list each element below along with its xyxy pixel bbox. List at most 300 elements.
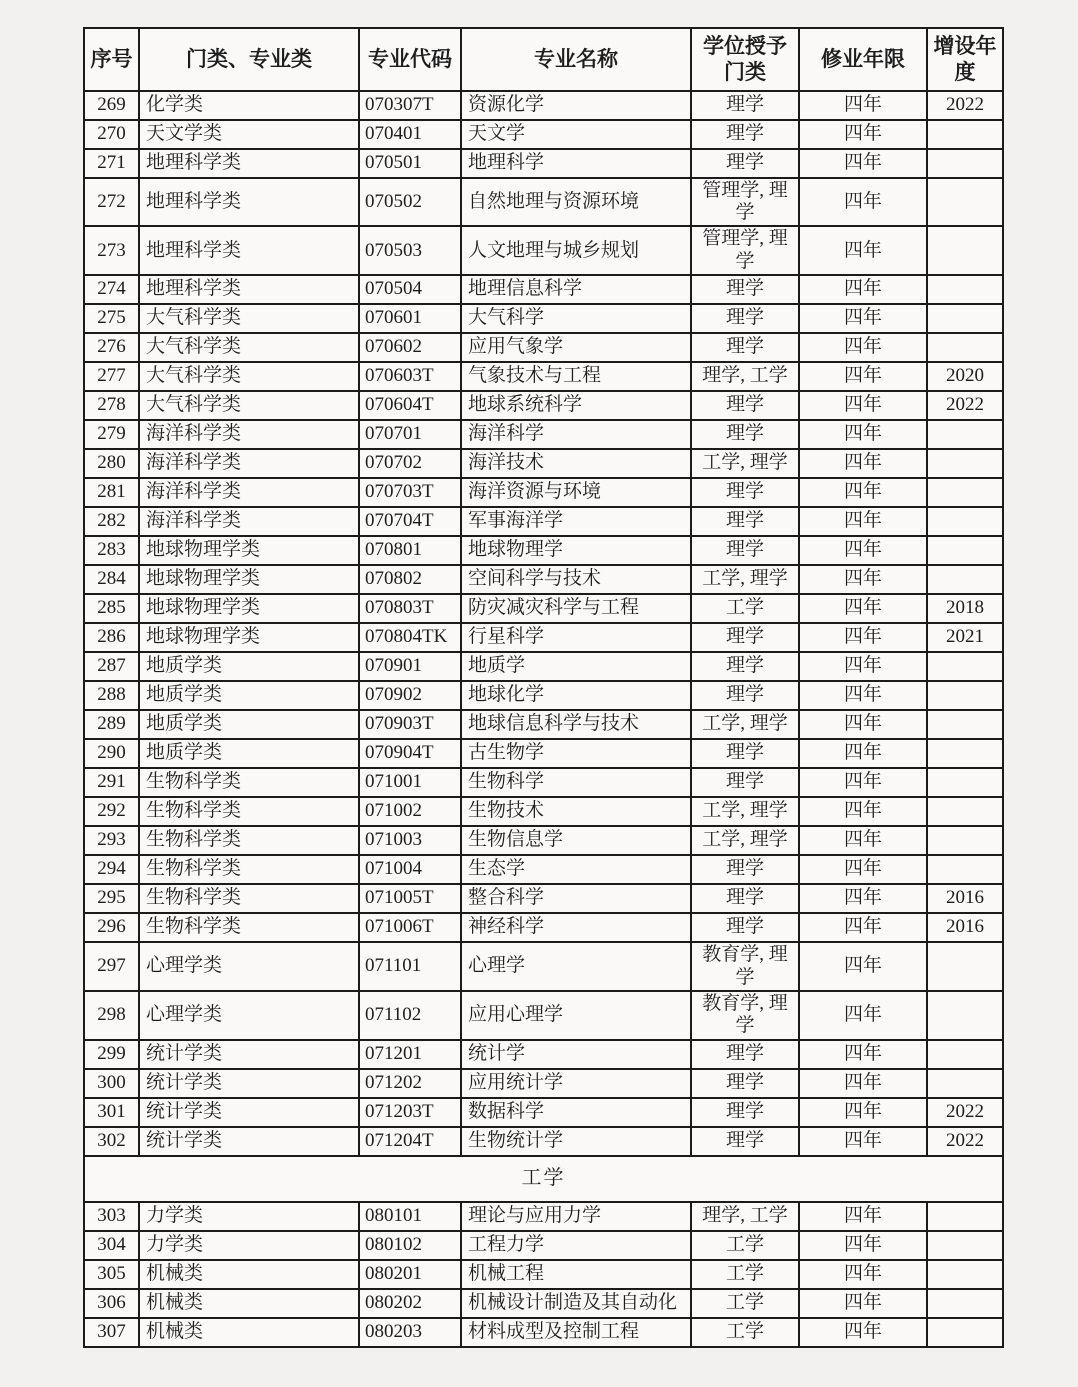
cell-degree: 工学 xyxy=(691,1318,799,1347)
header-years: 修业年限 xyxy=(799,28,927,91)
cell-years: 四年 xyxy=(799,565,927,594)
cell-years: 四年 xyxy=(799,391,927,420)
cell-name: 统计学 xyxy=(461,1040,691,1069)
cell-degree: 理学 xyxy=(691,333,799,362)
cell-code: 070502 xyxy=(359,178,461,227)
header-degree: 学位授予门类 xyxy=(691,28,799,91)
table-row xyxy=(84,1098,1003,1127)
cell-name: 神经科学 xyxy=(461,913,691,942)
cell-degree: 工学, 理学 xyxy=(691,565,799,594)
cell-degree: 工学, 理学 xyxy=(691,710,799,739)
cell-years: 四年 xyxy=(799,991,927,1040)
cell-added xyxy=(927,226,1003,275)
cell-added xyxy=(927,149,1003,178)
cell-no: 298 xyxy=(84,991,139,1040)
cell-years: 四年 xyxy=(799,1069,927,1098)
cell-degree: 工学 xyxy=(691,1260,799,1289)
cell-code: 070603T xyxy=(359,362,461,391)
table-row xyxy=(84,149,1003,178)
cell-degree: 理学 xyxy=(691,478,799,507)
cell-category: 大气科学类 xyxy=(139,333,359,362)
cell-added: 2022 xyxy=(927,1098,1003,1127)
cell-no: 276 xyxy=(84,333,139,362)
cell-years: 四年 xyxy=(799,275,927,304)
cell-degree: 理学 xyxy=(691,681,799,710)
cell-years: 四年 xyxy=(799,1098,927,1127)
cell-no: 270 xyxy=(84,120,139,149)
cell-no: 302 xyxy=(84,1127,139,1156)
cell-added: 2022 xyxy=(927,1127,1003,1156)
cell-degree: 理学 xyxy=(691,739,799,768)
cell-degree: 理学 xyxy=(691,507,799,536)
cell-category: 海洋科学类 xyxy=(139,507,359,536)
cell-name: 机械工程 xyxy=(461,1260,691,1289)
cell-degree: 理学 xyxy=(691,884,799,913)
cell-years: 四年 xyxy=(799,1202,927,1231)
section-row xyxy=(84,1156,1003,1202)
cell-added xyxy=(927,1069,1003,1098)
cell-added xyxy=(927,565,1003,594)
cell-name: 生物技术 xyxy=(461,797,691,826)
cell-years: 四年 xyxy=(799,913,927,942)
table-body xyxy=(84,91,1003,1347)
cell-added xyxy=(927,991,1003,1040)
cell-added xyxy=(927,1202,1003,1231)
cell-name: 地球信息科学与技术 xyxy=(461,710,691,739)
table-row xyxy=(84,1318,1003,1347)
cell-no: 307 xyxy=(84,1318,139,1347)
cell-category: 机械类 xyxy=(139,1318,359,1347)
table-row xyxy=(84,536,1003,565)
cell-code: 070401 xyxy=(359,120,461,149)
cell-code: 070701 xyxy=(359,420,461,449)
cell-code: 070504 xyxy=(359,275,461,304)
cell-no: 279 xyxy=(84,420,139,449)
table-row xyxy=(84,1289,1003,1318)
cell-added: 2020 xyxy=(927,362,1003,391)
cell-no: 294 xyxy=(84,855,139,884)
cell-name: 天文学 xyxy=(461,120,691,149)
cell-degree: 理学 xyxy=(691,420,799,449)
cell-added xyxy=(927,739,1003,768)
cell-no: 303 xyxy=(84,1202,139,1231)
cell-name: 海洋资源与环境 xyxy=(461,478,691,507)
cell-no: 284 xyxy=(84,565,139,594)
cell-years: 四年 xyxy=(799,91,927,120)
cell-category: 大气科学类 xyxy=(139,362,359,391)
cell-code: 070903T xyxy=(359,710,461,739)
cell-no: 293 xyxy=(84,826,139,855)
cell-category: 地球物理学类 xyxy=(139,565,359,594)
cell-added: 2022 xyxy=(927,91,1003,120)
table-row xyxy=(84,942,1003,991)
cell-no: 281 xyxy=(84,478,139,507)
cell-name: 数据科学 xyxy=(461,1098,691,1127)
cell-no: 271 xyxy=(84,149,139,178)
cell-category: 大气科学类 xyxy=(139,391,359,420)
cell-code: 080202 xyxy=(359,1289,461,1318)
cell-added: 2018 xyxy=(927,594,1003,623)
cell-years: 四年 xyxy=(799,478,927,507)
cell-years: 四年 xyxy=(799,1127,927,1156)
cell-category: 机械类 xyxy=(139,1289,359,1318)
table-row xyxy=(84,991,1003,1040)
cell-name: 资源化学 xyxy=(461,91,691,120)
cell-degree: 工学, 理学 xyxy=(691,797,799,826)
cell-degree: 管理学, 理学 xyxy=(691,226,799,275)
table-row xyxy=(84,275,1003,304)
cell-name: 防灾减灾科学与工程 xyxy=(461,594,691,623)
cell-category: 生物科学类 xyxy=(139,797,359,826)
table-row xyxy=(84,1069,1003,1098)
cell-years: 四年 xyxy=(799,226,927,275)
cell-degree: 理学, 工学 xyxy=(691,362,799,391)
cell-years: 四年 xyxy=(799,652,927,681)
cell-degree: 理学 xyxy=(691,652,799,681)
cell-added xyxy=(927,507,1003,536)
cell-category: 生物科学类 xyxy=(139,884,359,913)
table-row xyxy=(84,681,1003,710)
cell-added xyxy=(927,826,1003,855)
cell-no: 275 xyxy=(84,304,139,333)
cell-name: 自然地理与资源环境 xyxy=(461,178,691,227)
cell-degree: 工学 xyxy=(691,1231,799,1260)
table-row xyxy=(84,304,1003,333)
cell-years: 四年 xyxy=(799,178,927,227)
cell-years: 四年 xyxy=(799,449,927,478)
cell-category: 天文学类 xyxy=(139,120,359,149)
cell-no: 288 xyxy=(84,681,139,710)
cell-degree: 管理学, 理学 xyxy=(691,178,799,227)
table-row xyxy=(84,884,1003,913)
cell-years: 四年 xyxy=(799,362,927,391)
cell-years: 四年 xyxy=(799,1318,927,1347)
cell-years: 四年 xyxy=(799,1260,927,1289)
cell-category: 心理学类 xyxy=(139,991,359,1040)
cell-category: 大气科学类 xyxy=(139,304,359,333)
cell-years: 四年 xyxy=(799,942,927,991)
cell-years: 四年 xyxy=(799,507,927,536)
table-row xyxy=(84,1127,1003,1156)
cell-degree: 工学 xyxy=(691,594,799,623)
table-row xyxy=(84,913,1003,942)
cell-name: 大气科学 xyxy=(461,304,691,333)
cell-no: 290 xyxy=(84,739,139,768)
cell-added xyxy=(927,536,1003,565)
table-row xyxy=(84,333,1003,362)
table-row xyxy=(84,1231,1003,1260)
cell-name: 军事海洋学 xyxy=(461,507,691,536)
cell-name: 生物统计学 xyxy=(461,1127,691,1156)
table-row xyxy=(84,178,1003,227)
cell-degree: 理学 xyxy=(691,275,799,304)
cell-degree: 理学 xyxy=(691,536,799,565)
cell-category: 海洋科学类 xyxy=(139,478,359,507)
cell-years: 四年 xyxy=(799,710,927,739)
cell-years: 四年 xyxy=(799,855,927,884)
cell-code: 080203 xyxy=(359,1318,461,1347)
cell-no: 280 xyxy=(84,449,139,478)
cell-name: 人文地理与城乡规划 xyxy=(461,226,691,275)
cell-category: 力学类 xyxy=(139,1202,359,1231)
cell-name: 地理信息科学 xyxy=(461,275,691,304)
cell-years: 四年 xyxy=(799,768,927,797)
table-row xyxy=(84,623,1003,652)
cell-code: 071004 xyxy=(359,855,461,884)
cell-no: 305 xyxy=(84,1260,139,1289)
cell-name: 地理科学 xyxy=(461,149,691,178)
cell-category: 生物科学类 xyxy=(139,855,359,884)
cell-added: 2016 xyxy=(927,913,1003,942)
cell-no: 292 xyxy=(84,797,139,826)
cell-code: 071002 xyxy=(359,797,461,826)
table-row xyxy=(84,1040,1003,1069)
cell-added xyxy=(927,681,1003,710)
cell-no: 282 xyxy=(84,507,139,536)
table-row xyxy=(84,768,1003,797)
cell-added xyxy=(927,478,1003,507)
cell-name: 气象技术与工程 xyxy=(461,362,691,391)
cell-years: 四年 xyxy=(799,333,927,362)
cell-category: 生物科学类 xyxy=(139,768,359,797)
cell-years: 四年 xyxy=(799,536,927,565)
cell-name: 理论与应用力学 xyxy=(461,1202,691,1231)
table-row xyxy=(84,739,1003,768)
cell-degree: 理学 xyxy=(691,855,799,884)
cell-added: 2022 xyxy=(927,391,1003,420)
cell-code: 070901 xyxy=(359,652,461,681)
cell-no: 300 xyxy=(84,1069,139,1098)
header-category: 门类、专业类 xyxy=(139,28,359,91)
cell-name: 生物科学 xyxy=(461,768,691,797)
cell-name: 应用统计学 xyxy=(461,1069,691,1098)
cell-degree: 理学 xyxy=(691,623,799,652)
cell-no: 289 xyxy=(84,710,139,739)
cell-degree: 理学 xyxy=(691,120,799,149)
cell-no: 272 xyxy=(84,178,139,227)
cell-name: 生态学 xyxy=(461,855,691,884)
cell-degree: 理学 xyxy=(691,1098,799,1127)
cell-name: 机械设计制造及其自动化 xyxy=(461,1289,691,1318)
cell-no: 277 xyxy=(84,362,139,391)
cell-years: 四年 xyxy=(799,304,927,333)
cell-category: 心理学类 xyxy=(139,942,359,991)
cell-no: 278 xyxy=(84,391,139,420)
cell-added xyxy=(927,855,1003,884)
cell-name: 工程力学 xyxy=(461,1231,691,1260)
cell-years: 四年 xyxy=(799,420,927,449)
cell-added xyxy=(927,275,1003,304)
cell-degree: 教育学, 理学 xyxy=(691,991,799,1040)
cell-added xyxy=(927,449,1003,478)
cell-no: 295 xyxy=(84,884,139,913)
cell-no: 283 xyxy=(84,536,139,565)
cell-category: 化学类 xyxy=(139,91,359,120)
cell-years: 四年 xyxy=(799,797,927,826)
table-row xyxy=(84,91,1003,120)
cell-category: 海洋科学类 xyxy=(139,449,359,478)
cell-code: 071001 xyxy=(359,768,461,797)
cell-code: 080101 xyxy=(359,1202,461,1231)
table-row xyxy=(84,594,1003,623)
cell-code: 071005T xyxy=(359,884,461,913)
cell-category: 地质学类 xyxy=(139,652,359,681)
majors-table xyxy=(83,27,1004,1348)
cell-category: 地理科学类 xyxy=(139,178,359,227)
cell-years: 四年 xyxy=(799,826,927,855)
table-row xyxy=(84,826,1003,855)
cell-added xyxy=(927,420,1003,449)
cell-code: 070801 xyxy=(359,536,461,565)
cell-added xyxy=(927,1260,1003,1289)
cell-no: 291 xyxy=(84,768,139,797)
cell-name: 整合科学 xyxy=(461,884,691,913)
cell-category: 生物科学类 xyxy=(139,913,359,942)
cell-no: 269 xyxy=(84,91,139,120)
cell-category: 力学类 xyxy=(139,1231,359,1260)
cell-added xyxy=(927,333,1003,362)
cell-added xyxy=(927,1318,1003,1347)
cell-code: 070904T xyxy=(359,739,461,768)
cell-code: 070307T xyxy=(359,91,461,120)
cell-name: 古生物学 xyxy=(461,739,691,768)
cell-code: 070601 xyxy=(359,304,461,333)
cell-degree: 理学 xyxy=(691,149,799,178)
cell-added xyxy=(927,120,1003,149)
cell-added: 2021 xyxy=(927,623,1003,652)
cell-code: 070501 xyxy=(359,149,461,178)
cell-name: 地球系统科学 xyxy=(461,391,691,420)
cell-no: 306 xyxy=(84,1289,139,1318)
cell-code: 071003 xyxy=(359,826,461,855)
cell-no: 287 xyxy=(84,652,139,681)
cell-name: 生物信息学 xyxy=(461,826,691,855)
cell-added xyxy=(927,652,1003,681)
cell-category: 地质学类 xyxy=(139,681,359,710)
cell-category: 海洋科学类 xyxy=(139,420,359,449)
table-row xyxy=(84,362,1003,391)
cell-no: 304 xyxy=(84,1231,139,1260)
cell-no: 299 xyxy=(84,1040,139,1069)
cell-added xyxy=(927,304,1003,333)
table-row xyxy=(84,855,1003,884)
cell-degree: 理学 xyxy=(691,391,799,420)
table-row xyxy=(84,391,1003,420)
cell-name: 空间科学与技术 xyxy=(461,565,691,594)
cell-category: 统计学类 xyxy=(139,1069,359,1098)
cell-code: 070602 xyxy=(359,333,461,362)
cell-name: 海洋科学 xyxy=(461,420,691,449)
cell-name: 地球化学 xyxy=(461,681,691,710)
cell-code: 070704T xyxy=(359,507,461,536)
cell-code: 070503 xyxy=(359,226,461,275)
cell-code: 070804TK xyxy=(359,623,461,652)
cell-code: 071101 xyxy=(359,942,461,991)
cell-name: 地球物理学 xyxy=(461,536,691,565)
cell-code: 070802 xyxy=(359,565,461,594)
cell-years: 四年 xyxy=(799,1289,927,1318)
cell-category: 地球物理学类 xyxy=(139,623,359,652)
cell-category: 生物科学类 xyxy=(139,826,359,855)
cell-code: 070604T xyxy=(359,391,461,420)
cell-name: 心理学 xyxy=(461,942,691,991)
cell-added xyxy=(927,178,1003,227)
cell-no: 297 xyxy=(84,942,139,991)
cell-degree: 工学, 理学 xyxy=(691,449,799,478)
cell-years: 四年 xyxy=(799,1040,927,1069)
cell-category: 统计学类 xyxy=(139,1040,359,1069)
cell-category: 地球物理学类 xyxy=(139,594,359,623)
cell-added xyxy=(927,797,1003,826)
table-row xyxy=(84,1260,1003,1289)
cell-name: 应用气象学 xyxy=(461,333,691,362)
cell-code: 070703T xyxy=(359,478,461,507)
cell-name: 应用心理学 xyxy=(461,991,691,1040)
cell-category: 地质学类 xyxy=(139,710,359,739)
cell-years: 四年 xyxy=(799,1231,927,1260)
cell-category: 统计学类 xyxy=(139,1127,359,1156)
cell-added xyxy=(927,710,1003,739)
cell-degree: 教育学, 理学 xyxy=(691,942,799,991)
cell-degree: 理学, 工学 xyxy=(691,1202,799,1231)
cell-no: 301 xyxy=(84,1098,139,1127)
cell-added xyxy=(927,942,1003,991)
header-row xyxy=(84,28,1003,91)
cell-no: 285 xyxy=(84,594,139,623)
table-row xyxy=(84,797,1003,826)
header-code: 专业代码 xyxy=(359,28,461,91)
table-row xyxy=(84,1202,1003,1231)
table-row xyxy=(84,478,1003,507)
cell-category: 地理科学类 xyxy=(139,226,359,275)
cell-code: 071203T xyxy=(359,1098,461,1127)
section-label: 工学 xyxy=(84,1156,1003,1202)
cell-years: 四年 xyxy=(799,623,927,652)
cell-degree: 理学 xyxy=(691,91,799,120)
header-no: 序号 xyxy=(84,28,139,91)
cell-name: 地质学 xyxy=(461,652,691,681)
cell-added: 2016 xyxy=(927,884,1003,913)
table-row xyxy=(84,710,1003,739)
table-row xyxy=(84,507,1003,536)
cell-code: 070803T xyxy=(359,594,461,623)
cell-years: 四年 xyxy=(799,149,927,178)
cell-category: 统计学类 xyxy=(139,1098,359,1127)
cell-degree: 工学, 理学 xyxy=(691,826,799,855)
cell-category: 地质学类 xyxy=(139,739,359,768)
cell-degree: 理学 xyxy=(691,768,799,797)
cell-code: 071102 xyxy=(359,991,461,1040)
cell-degree: 工学 xyxy=(691,1289,799,1318)
table-header xyxy=(84,28,1003,91)
cell-degree: 理学 xyxy=(691,1069,799,1098)
cell-no: 273 xyxy=(84,226,139,275)
cell-category: 地理科学类 xyxy=(139,275,359,304)
cell-no: 286 xyxy=(84,623,139,652)
table-row xyxy=(84,565,1003,594)
cell-name: 材料成型及控制工程 xyxy=(461,1318,691,1347)
cell-no: 296 xyxy=(84,913,139,942)
cell-code: 070902 xyxy=(359,681,461,710)
cell-added xyxy=(927,1289,1003,1318)
cell-name: 行星科学 xyxy=(461,623,691,652)
cell-years: 四年 xyxy=(799,594,927,623)
cell-years: 四年 xyxy=(799,739,927,768)
table-row xyxy=(84,420,1003,449)
cell-code: 071202 xyxy=(359,1069,461,1098)
cell-code: 080102 xyxy=(359,1231,461,1260)
table-row xyxy=(84,652,1003,681)
